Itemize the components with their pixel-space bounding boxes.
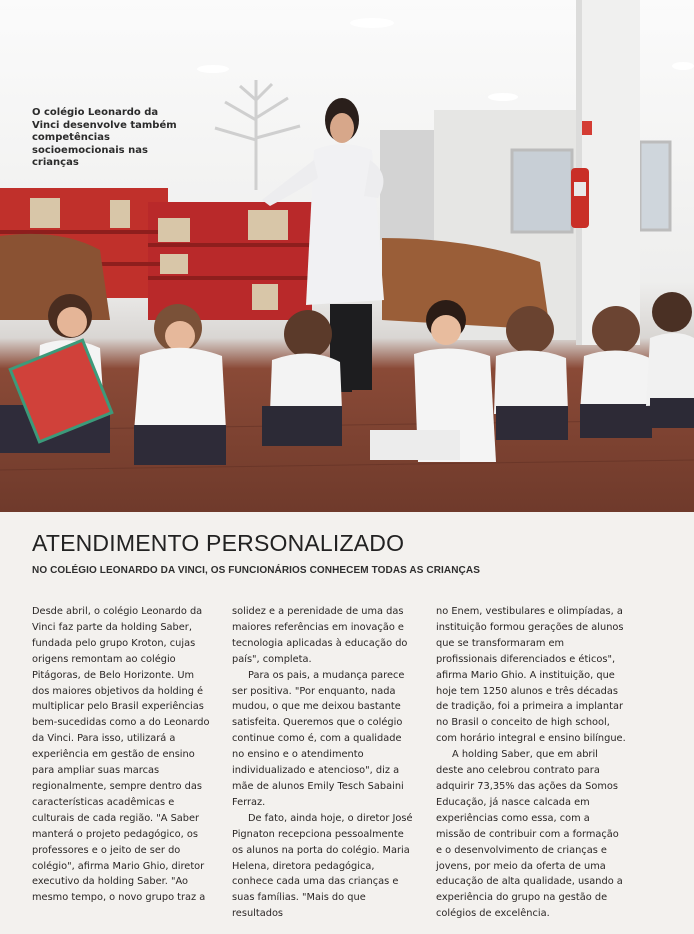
paragraph: A holding Saber, que em abril deste ano celebrou contrato para adquirir 73,35% das ações da Somos Educação, já nasce calcada em experiências como essa, com a missão de contribuir com a formação e o desenvolvimento de crianças e jovens, por meio da oferta de uma educação de alta qualidade, usando a experiência do grupo na gestão de colégios de excelência. <box>436 749 623 920</box>
paragraph: Para os pais, a mudança parece ser positiva. "Por enquanto, nada mudou, o que me deixou bastante satisfeita. Queremos que o colégio continue como é, com a qualidade no ensino e o atendimento individualizado e atencioso", diz a mãe de alunos Emily Tesch Sabaini Ferraz. <box>232 669 405 808</box>
paragraph: solidez e a perenidade de uma das maiores referências em inovação e tecnologia aplicadas à educação do país", completa. <box>232 606 408 665</box>
text-column-1 <box>32 604 212 906</box>
text-column-3 <box>436 604 626 922</box>
paragraph: Desde abril, o colégio Leonardo da Vinci faz parte da holding Saber, fundada pelo grupo Kroton, cujas origens remontam ao colégio Pitágoras, de Belo Horizonte. Um dos maiores objetivos da holding é multiplicar pelo Brasil experiências bem-sucedidas como a do Leonardo da Vinci. Para isso, utilizará a experiência em gestão de ensino para ampliar suas marcas regionalmente, sempre dentro das características acadêmicas e culturais de cada região. "A Saber manterá o projeto pedagógico, os professores e o jeito de ser do colégio", afirma Mario Ghio, diretor executivo da holding Saber. "Ao mesmo tempo, o novo grupo traz a <box>32 606 210 904</box>
text-column-2 <box>232 604 415 922</box>
paragraph: no Enem, vestibulares e olimpíadas, a instituição formou gerações de alunos que se transformaram em profissionais diferenciados e éticos", afirma Mario Ghio. A instituição, que hoje tem 1250 alunos e três décadas de tradição, foi a primeira a implantar no Brasil o conceito de high school, com horário integral e ensino bilíngue. <box>436 606 626 745</box>
article-headline: ATENDIMENTO PERSONALIZADO <box>32 530 405 556</box>
article-subheadline: NO COLÉGIO LEONARDO DA VINCI, OS FUNCIONÁRIOS CONHECEM TODAS AS CRIANÇAS <box>32 565 480 576</box>
photo-caption: O colégio Leonardo da Vinci desenvolve também competências socioemocionais nas crianças <box>32 107 177 168</box>
paragraph: De fato, ainda hoje, o diretor José Pignaton recepciona pessoalmente os alunos na porta do colégio. Maria Helena, diretora pedagógica, conhece cada uma das crianças e suas famílias. "Mais do que resultados <box>232 812 413 920</box>
